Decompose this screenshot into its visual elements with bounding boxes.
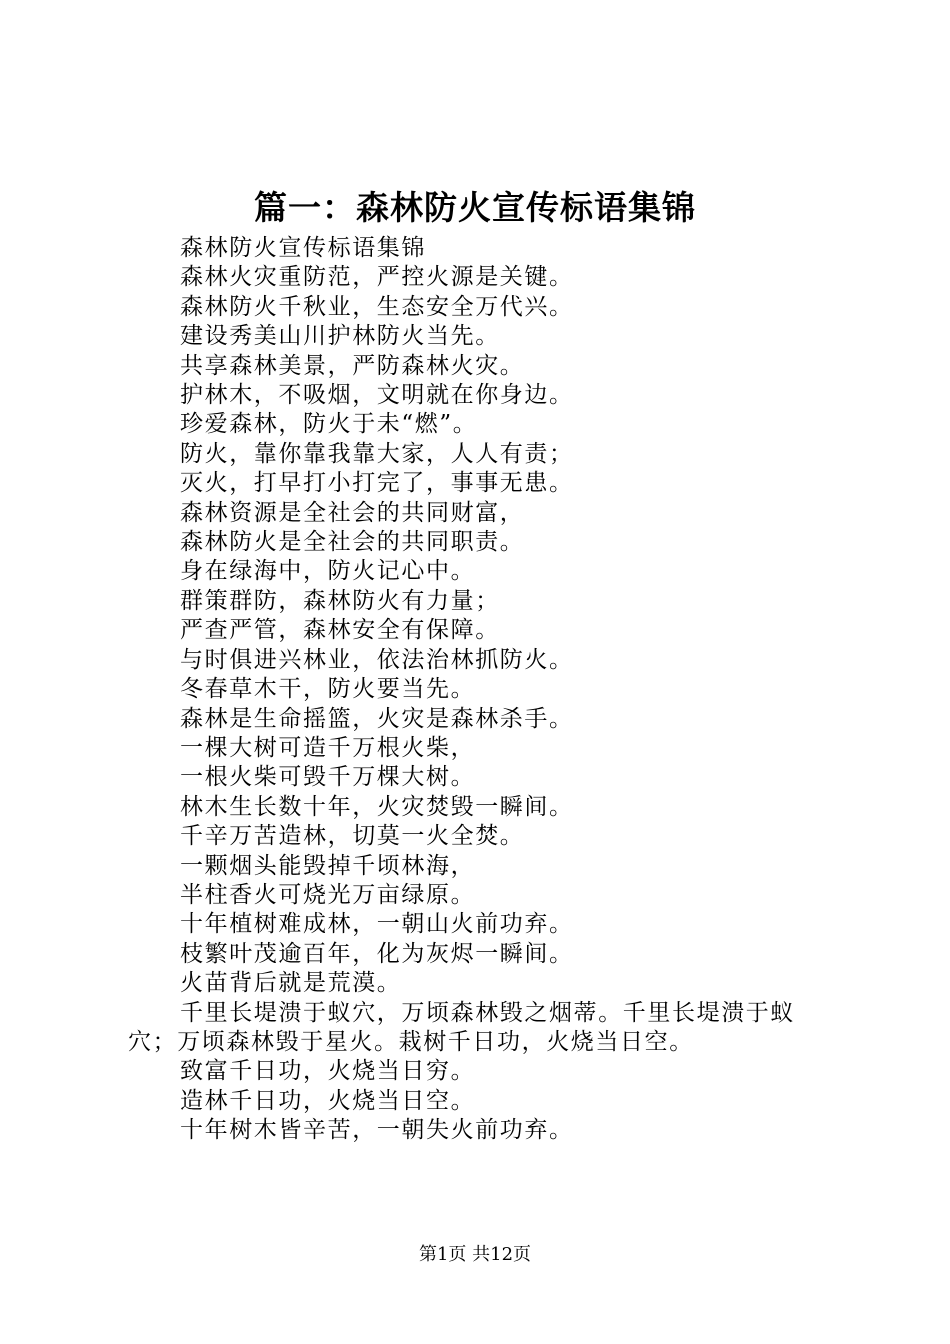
paragraph: 身在绿海中，防火记心中。 [180, 558, 476, 585]
paragraph: 十年树木皆辛苦，一朝失火前功弃。 [180, 1117, 574, 1144]
paragraph: 严查严管，森林安全有保障。 [180, 617, 500, 644]
paragraph: 一棵大树可造千万根火柴， [180, 734, 476, 761]
paragraph: 枝繁叶茂逾百年，化为灰烬一瞬间。 [180, 940, 574, 967]
document-body [128, 234, 838, 1146]
paragraph: 森林资源是全社会的共同财富， [180, 499, 525, 526]
paragraph: 防火，靠你靠我靠大家，人人有责； [180, 440, 574, 467]
paragraph: 火苗背后就是荒漠。 [180, 970, 402, 997]
paragraph: 共享森林美景，严防森林火灾。 [180, 352, 525, 379]
paragraph: 灭火，打早打小打完了，事事无患。 [180, 470, 574, 497]
paragraph: 建设秀美山川护林防火当先。 [180, 323, 500, 350]
document-title: 篇一：森林防火宣传标语集锦 [254, 188, 696, 227]
paragraph: 半柱香火可烧光万亩绿原。 [180, 881, 476, 908]
paragraph: 千辛万苦造林，切莫一火全焚。 [180, 823, 525, 850]
paragraph: 十年植树难成林，一朝山火前功弃。 [180, 911, 574, 938]
paragraph: 珍爱森林，防火于未“燃”。 [180, 411, 478, 438]
paragraph: 护林木，不吸烟，文明就在你身边。 [180, 382, 574, 409]
page-number: 第1页 共12页 [418, 1244, 532, 1265]
paragraph: 森林防火是全社会的共同职责。 [180, 529, 525, 556]
paragraph: 致富千日功，火烧当日穷。 [180, 1058, 476, 1085]
paragraph: 森林火灾重防范，严控火源是关键。 [180, 264, 574, 291]
paragraph: 千里长堤溃于蚁穴，万顷森林毁之烟蒂。千里长堤溃于蚁穴；万顷森林毁于星火。栽树千日功，火烧当日空。 [128, 999, 795, 1055]
paragraph: 造林千日功，火烧当日空。 [180, 1087, 476, 1114]
paragraph: 森林防火宣传标语集锦 [180, 235, 426, 261]
paragraph: 一根火柴可毁千万棵大树。 [180, 764, 476, 791]
paragraph: 森林防火千秋业，生态安全万代兴。 [180, 293, 574, 320]
paragraph: 林木生长数十年，火灾焚毁一瞬间。 [180, 793, 574, 820]
paragraph: 与时俱进兴林业，依法治林抓防火。 [180, 646, 574, 673]
paragraph: 一颗烟头能毁掉千顷林海， [180, 852, 476, 879]
paragraph: 森林是生命摇篮，火灾是森林杀手。 [180, 705, 574, 732]
paragraph: 群策群防，森林防火有力量； [180, 587, 500, 614]
paragraph: 冬春草木干，防火要当先。 [180, 676, 476, 703]
